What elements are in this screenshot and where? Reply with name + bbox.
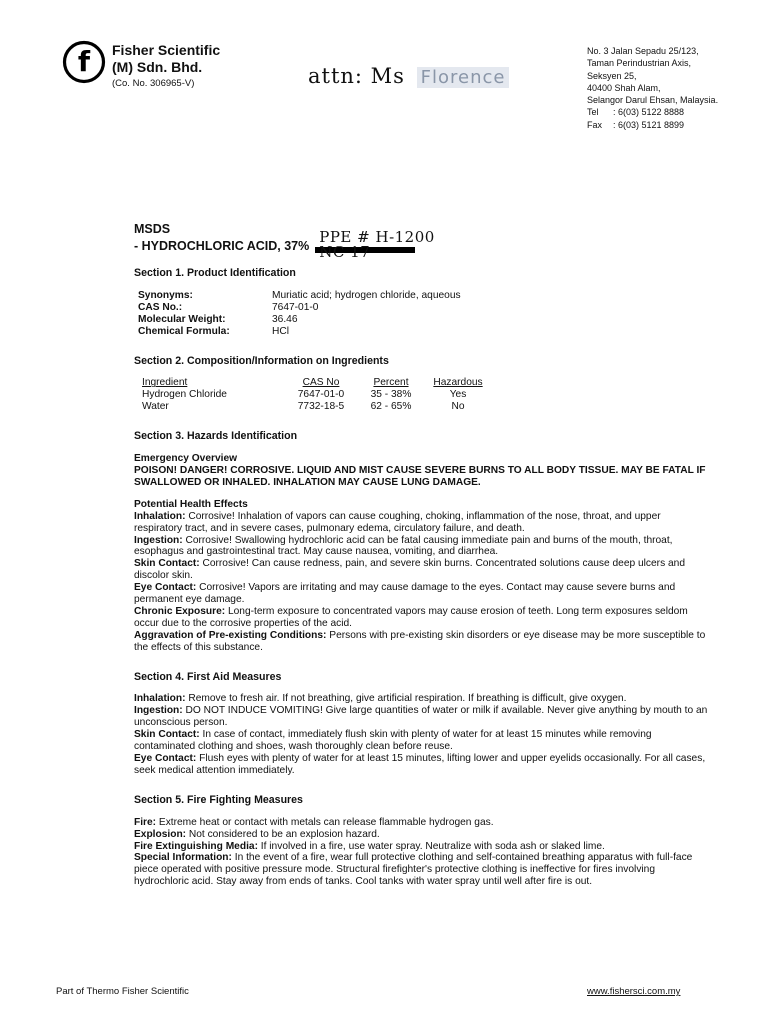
address-line: Selangor Darul Ehsan, Malaysia. xyxy=(587,95,719,106)
table-cell: 7647-01-0 xyxy=(297,389,345,401)
field-value: Muriatic acid; hydrogen chloride, aqueous xyxy=(272,289,461,301)
fax-number: : 6(03) 5121 8899 xyxy=(613,119,685,130)
list-item xyxy=(134,558,708,582)
item-text: Remove to fresh air. If not breathing, give artificial respiration. If breathing is difficult, give oxygen. xyxy=(185,693,627,705)
company-logo xyxy=(62,40,106,84)
table-cell: 62 - 65% xyxy=(370,401,412,413)
field-label: CAS No.: xyxy=(138,301,183,313)
logo-letter: f xyxy=(77,45,91,78)
list-item xyxy=(134,829,708,841)
table-cell: Hydrogen Chloride xyxy=(142,389,227,401)
table-cell: Water xyxy=(142,401,169,413)
section-2-title: Section 2. Composition/Information on Ingredients xyxy=(134,354,389,367)
item-label: Skin Contact: xyxy=(134,558,200,570)
field-label: Molecular Weight: xyxy=(138,313,226,325)
list-item xyxy=(134,753,708,777)
item-label: Eye Contact: xyxy=(134,753,197,764)
item-text: In case of contact, immediately flush skin with plenty of water for at least 15 minutes while removing contaminated clothing and shoes, wash thoroughly clean before reuse. xyxy=(134,729,652,753)
handwritten-attn-note xyxy=(308,64,509,88)
emergency-overview-text: POISON! DANGER! CORROSIVE. LIQUID AND MIST CAUSE SEVERE BURNS TO ALL BODY TISSUE. MAY BE FATAL IF SWALLOWED OR INHALED. INHALATION MAY CAUSE LUNG DAMAGE. xyxy=(134,464,706,488)
list-item xyxy=(134,582,708,606)
item-label: Skin Contact: xyxy=(134,729,200,741)
item-label: Chronic Exposure: xyxy=(134,605,226,617)
item-label: Ingestion: xyxy=(134,534,183,546)
table-header-row xyxy=(142,377,492,389)
item-text: If involved in a fire, use water spray. Neutralize with soda ash or slaked lime. xyxy=(257,840,605,852)
list-item xyxy=(134,630,708,654)
column-header: Percent xyxy=(373,377,409,389)
product-identification-table xyxy=(138,290,461,338)
item-label: Fire: xyxy=(134,816,157,828)
list-item xyxy=(134,693,708,705)
company-name-line2: (M) Sdn. Bhd. xyxy=(112,59,203,75)
table-row xyxy=(138,326,461,338)
msds-document xyxy=(134,222,708,888)
product-name-text: - HYDROCHLORIC ACID, 37% xyxy=(134,239,310,253)
section-4-title: Section 4. First Aid Measures xyxy=(134,670,282,683)
ppe-note-text: PPE # H-1200 NC 17 xyxy=(319,228,435,261)
item-label: Fire Extinguishing Media: xyxy=(134,840,258,852)
fax-label: Fax xyxy=(587,119,603,130)
address-line: No. 3 Jalan Sepadu 25/123, xyxy=(587,46,699,56)
field-label: Chemical Formula: xyxy=(138,325,230,337)
column-header: Ingredient xyxy=(142,377,188,389)
address-line: Seksyen 25, xyxy=(587,70,637,81)
company-registration: (Co. No. 306965-V) xyxy=(112,78,195,89)
item-label: Aggravation of Pre-existing Conditions: xyxy=(134,629,327,641)
item-label: Ingestion: xyxy=(134,705,183,717)
ingredients-table xyxy=(142,377,492,413)
footer-website-link[interactable]: www.fishersci.com.my xyxy=(587,986,681,997)
item-text: Corrosive! Inhalation of vapors can cause coughing, choking, inflammation of the nose, throat, and upper respiratory tract, and in severe cases, pulmonary edema, circulatory failure, and death. xyxy=(134,510,661,534)
field-label: Synonyms: xyxy=(138,289,193,301)
telephone-line xyxy=(587,106,718,118)
list-item xyxy=(134,511,708,535)
table-cell: Yes xyxy=(449,389,467,401)
item-text: Flush eyes with plenty of water for at least 15 minutes, lifting lower and upper eyelids occasionally. For all cases, seek medical attention immediately. xyxy=(134,753,706,776)
table-row xyxy=(142,401,492,413)
tel-number: : 6(03) 5122 8888 xyxy=(613,107,685,118)
ppe-handwritten-note xyxy=(315,228,465,261)
section-3-title: Section 3. Hazards Identification xyxy=(134,430,298,443)
item-text: DO NOT INDUCE VOMITING! Give large quantities of water or milk if available. Never give anything by mouth to an unconscious person. xyxy=(134,705,708,729)
document-title: MSDS xyxy=(134,222,171,236)
attn-text: attn: Ms xyxy=(308,64,405,88)
address-line: 40400 Shah Alam, xyxy=(587,82,661,93)
table-cell: 35 - 38% xyxy=(370,389,412,401)
list-item xyxy=(134,705,708,729)
address-line: Taman Perindustrian Axis, xyxy=(587,58,692,69)
list-item xyxy=(134,841,708,853)
table-row xyxy=(138,314,461,326)
fisher-logo-icon xyxy=(62,40,106,84)
table-cell: No xyxy=(451,401,465,413)
company-name xyxy=(112,42,220,76)
item-text: Corrosive! Vapors are irritating and may cause damage to the eyes. Contact may cause severe burns and permanent eye damage. xyxy=(134,582,676,606)
field-value: 7647-01-0 xyxy=(272,301,319,313)
column-header: CAS No xyxy=(302,377,340,389)
emergency-overview-heading: Emergency Overview xyxy=(134,453,238,465)
item-text: In the event of a fire, wear full protective clothing and self-contained breathing apparatus with full-face piece operated with positive pressure mode. Structural firefighter's protective clothing is ineffective for fires involving hydrochloric acid. Stay away from ends of tanks. Cool tanks with water spray until well after fire is out. xyxy=(134,852,693,888)
item-label: Explosion: xyxy=(134,828,187,840)
list-item xyxy=(134,817,708,829)
item-text: Corrosive! Can cause redness, pain, and severe skin burns. Concentrated solutions cause deep ulcers and discolor skin. xyxy=(134,558,685,582)
table-row xyxy=(138,290,461,302)
item-label: Inhalation: xyxy=(134,510,186,522)
table-cell: 7732-18-5 xyxy=(297,401,345,413)
item-text: Persons with pre-existing skin disorders or eye disease may be more susceptible to the effects of this substance. xyxy=(134,629,706,653)
footer-parent-company: Part of Thermo Fisher Scientific xyxy=(56,986,189,997)
item-label: Eye Contact: xyxy=(134,582,197,594)
company-name-line1: Fisher Scientific xyxy=(112,42,221,58)
field-value: HCl xyxy=(272,325,289,337)
attn-name: Florence xyxy=(417,67,510,88)
item-label: Special Information: xyxy=(134,852,232,864)
item-text: Extreme heat or contact with metals can release flammable hydrogen gas. xyxy=(156,816,494,828)
tel-label: Tel xyxy=(587,107,599,118)
list-item xyxy=(134,729,708,753)
field-value: 36.46 xyxy=(272,313,298,325)
company-address xyxy=(587,45,718,131)
section-1-title: Section 1. Product Identification xyxy=(134,267,296,279)
item-text: Corrosive! Swallowing hydrochloric acid can be fatal causing immediate pain and burns of the mouth, throat, esophagus and gastrointestinal tract. May cause nausea, vomiting, and diarrhea. xyxy=(134,534,673,558)
list-item xyxy=(134,535,708,559)
item-label: Inhalation: xyxy=(134,693,186,705)
list-item xyxy=(134,852,708,888)
item-text: Not considered to be an explosion hazard. xyxy=(186,828,380,840)
item-text: Long-term exposure to concentrated vapors may cause erosion of teeth. Long term exposures seldom occur due to the corrosive properties of the acid. xyxy=(134,605,688,629)
section-5-title: Section 5. Fire Fighting Measures xyxy=(134,793,303,806)
list-item xyxy=(134,606,708,630)
column-header: Hazardous xyxy=(433,377,483,389)
table-row xyxy=(138,302,461,314)
table-row xyxy=(142,389,492,401)
fax-line xyxy=(587,119,718,131)
health-effects-heading: Potential Health Effects xyxy=(134,498,248,510)
